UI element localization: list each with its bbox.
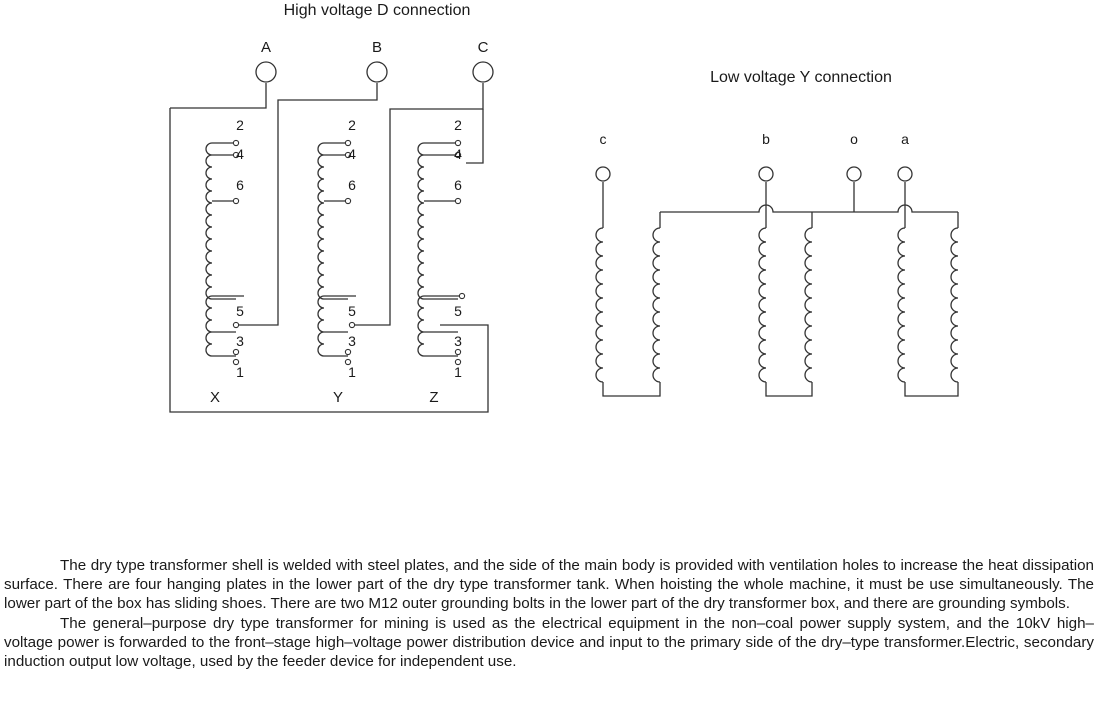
lv-coil-c-1 <box>596 228 603 382</box>
hv-terminal-b <box>367 62 387 82</box>
hv-tap-label-z-4: 4 <box>454 146 462 162</box>
hv-tap-label-x-6: 6 <box>236 177 244 193</box>
lv-terminal-label-b: b <box>762 131 770 147</box>
hv-tap-label-y-6: 6 <box>348 177 356 193</box>
hv-phase-y <box>318 117 356 406</box>
hv-tap-z-5 <box>459 293 464 298</box>
hv-end-label-y: Y <box>332 389 344 406</box>
lv-bus-drops <box>660 212 958 228</box>
hv-coil-y-upper <box>318 143 348 299</box>
hv-tap-label-x-1: 1 <box>236 364 244 380</box>
lv-coil-a-1 <box>898 228 905 382</box>
lv-terminal-label-a: a <box>901 131 909 147</box>
hv-wire-c-tap <box>466 109 483 163</box>
hv-tap-label-y-4: 4 <box>348 146 356 162</box>
lv-bottom-links <box>603 382 958 396</box>
lv-title: Low voltage Y connection <box>710 69 892 86</box>
description-paragraph-1: The dry type transformer shell is welded with steel plates, and the side of the main body is provided with ventilation holes to increase the heat dissipation surface. There are four hanging plates in the lower part of the dry type transformer tank. When hoisting the whole machine, it must be use simultaneously. The lower part of the box has sliding shoes. There are two M12 outer grounding bolts in the lower part of the dry transformer box, and there are grounding symbols. <box>4 557 1094 613</box>
hv-tap-label-y-3: 3 <box>348 333 356 349</box>
hv-phase-z <box>418 117 465 406</box>
lv-coil-c-2 <box>653 228 660 382</box>
lv-terminal-b <box>759 167 773 181</box>
lv-coil-b-2 <box>805 228 812 382</box>
lv-neutral-bus <box>660 205 958 212</box>
description-paragraph-2: The general–purpose dry type transformer for mining is used as the electrical equipment in the non–coal power supply system, and the 10kV high–voltage power is forwarded to the front–stage high–voltage power distribution device and input to the primary side of the dry–type transformer.Electric, secondary induction output low voltage, used by the feeder device for independent use. <box>4 614 1094 671</box>
hv-tap-label-x-5: 5 <box>236 303 244 319</box>
lv-coil-a-2 <box>951 228 958 382</box>
hv-tap-label-x-4: 4 <box>236 146 244 162</box>
hv-terminal-label-b: B <box>371 39 383 56</box>
description-text <box>4 556 1094 671</box>
lv-terminal-label-c: c <box>599 131 607 147</box>
lv-diagram <box>596 69 958 396</box>
hv-tap-label-y-2: 2 <box>348 117 356 133</box>
hv-tap-label-x-2: 2 <box>236 117 244 133</box>
hv-tap-label-z-2: 2 <box>454 117 462 133</box>
hv-coil-z-upper <box>418 143 458 299</box>
hv-phase-x <box>206 117 244 406</box>
hv-tap-x-2 <box>233 140 238 145</box>
hv-diagram <box>170 2 493 412</box>
lv-terminal-c <box>596 167 610 181</box>
lv-terminal-o <box>847 167 861 181</box>
hv-end-label-x: X <box>209 389 221 406</box>
hv-tap-label-z-5: 5 <box>454 303 462 319</box>
hv-tap-label-y-5: 5 <box>348 303 356 319</box>
hv-delta-frame <box>170 108 488 412</box>
hv-wire-y-mid <box>324 155 348 332</box>
hv-wire-z-mid <box>424 155 458 332</box>
hv-tap-y-2 <box>345 140 350 145</box>
hv-tap-label-x-3: 3 <box>236 333 244 349</box>
lv-terminal-label-o: o <box>850 131 858 147</box>
hv-wire-x-mid <box>212 155 236 332</box>
hv-terminal-a <box>256 62 276 82</box>
hv-tap-label-z-6: 6 <box>454 177 462 193</box>
hv-title: High voltage D connection <box>283 2 471 19</box>
hv-tap-y-3 <box>345 349 350 354</box>
hv-tap-y-5 <box>349 322 354 327</box>
hv-terminal-c <box>473 62 493 82</box>
hv-terminal-label-c: C <box>477 39 489 56</box>
hv-coil-x-upper <box>206 143 236 299</box>
hv-tap-z-2 <box>455 140 460 145</box>
hv-tap-label-z-3: 3 <box>454 333 462 349</box>
hv-terminal-label-a: A <box>260 39 272 56</box>
hv-tap-z-6 <box>455 198 460 203</box>
hv-tap-z-3 <box>455 349 460 354</box>
hv-wire-c <box>352 83 483 325</box>
hv-tap-label-z-1: 1 <box>454 364 462 380</box>
hv-tap-x-5 <box>233 322 238 327</box>
lv-terminal-a <box>898 167 912 181</box>
lv-coil-b-1 <box>759 228 766 382</box>
hv-tap-x-6 <box>233 198 238 203</box>
hv-tap-y-6 <box>345 198 350 203</box>
hv-end-label-z: Z <box>429 389 439 406</box>
hv-tap-label-y-1: 1 <box>348 364 356 380</box>
hv-wire-a <box>170 83 266 108</box>
hv-tap-x-3 <box>233 349 238 354</box>
